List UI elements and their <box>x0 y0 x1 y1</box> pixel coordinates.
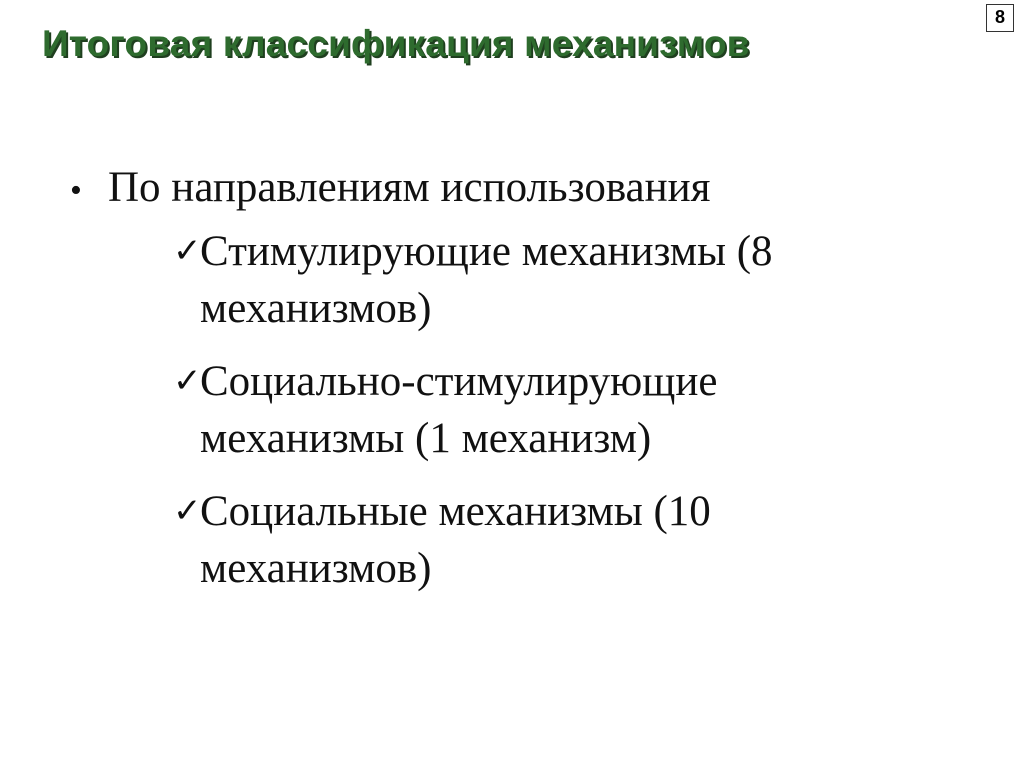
checkmark-icon: ✓ <box>173 231 202 271</box>
main-bullet <box>70 160 970 219</box>
list-item <box>175 223 860 337</box>
list-item <box>175 483 860 597</box>
sub-item-list <box>175 223 970 597</box>
list-item <box>175 353 860 467</box>
checkmark-icon: ✓ <box>173 361 202 401</box>
slide-content <box>70 160 970 613</box>
bullet-dot-icon: • <box>70 172 82 209</box>
list-item-text: Стимулирующие механизмы (8 механизмов) <box>200 228 773 332</box>
list-item-text: Социальные механизмы (10 механизмов) <box>200 488 711 592</box>
slide-title: Итоговая классификация механизмов <box>42 23 750 64</box>
checkmark-icon: ✓ <box>173 491 202 531</box>
list-item-text: Социально-стимулирующие механизмы (1 механизм) <box>200 358 718 462</box>
page-number-badge: 8 <box>986 4 1014 32</box>
main-bullet-text: По направлениям использования <box>108 164 711 211</box>
